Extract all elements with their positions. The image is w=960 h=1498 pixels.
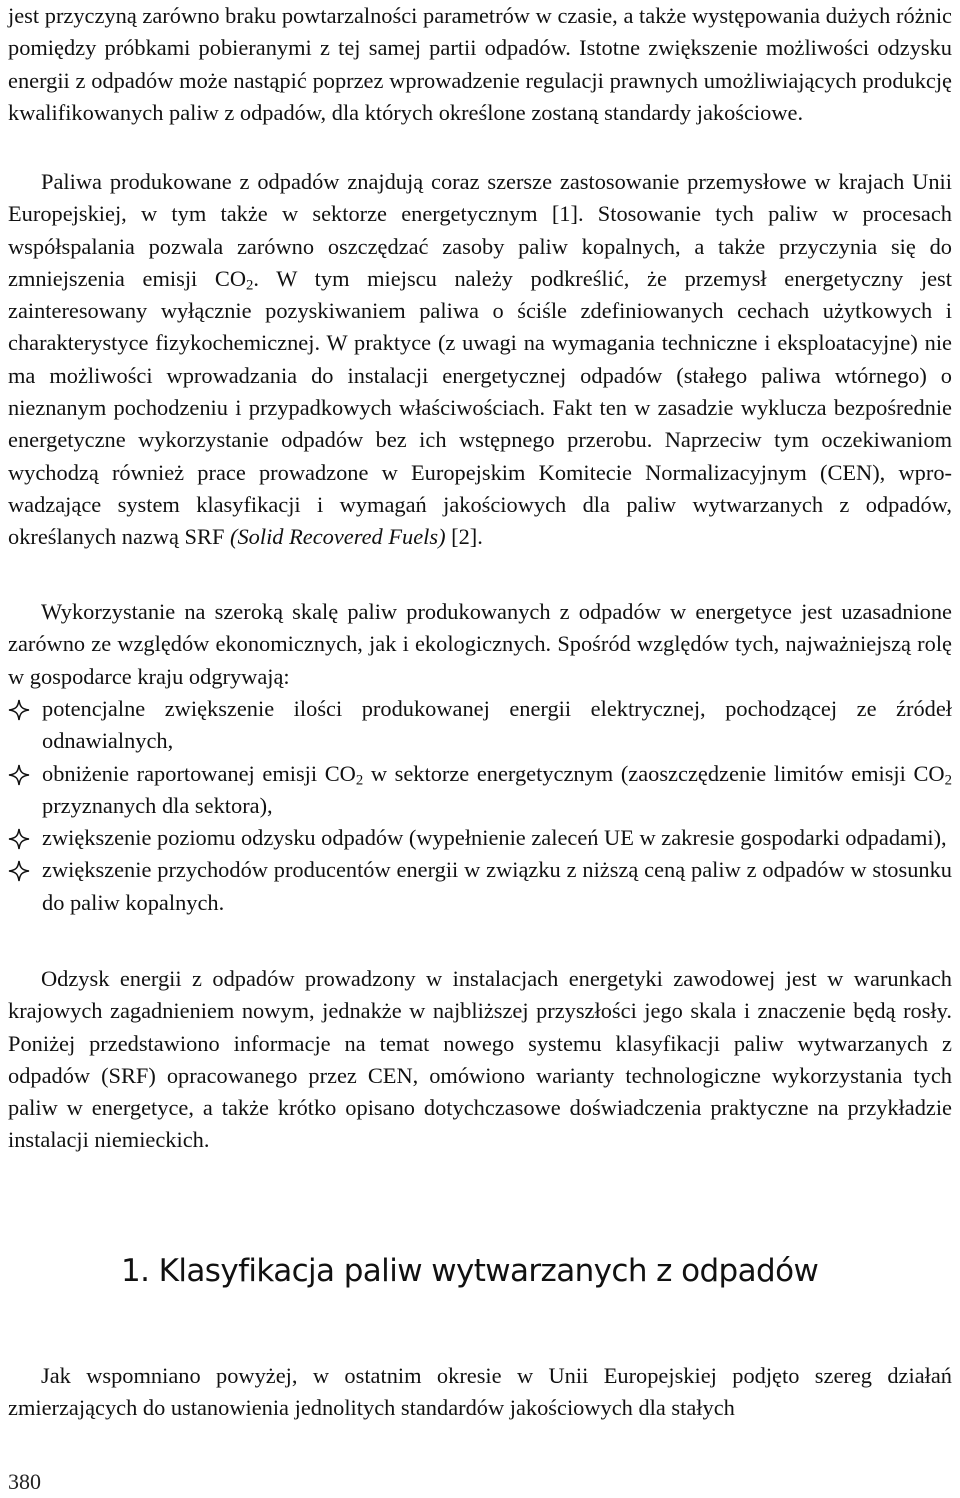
paragraph-4: Odzysk energii z odpadów prowadzony w instalacjach energetyki zawodowej jest w warunkach krajowych zagadnieniem nowym, jednakże w najbliższej przyszłości jego skala i znaczenie będą rosły. Poniżej przedstawiono informacje na temat nowego systemu klasyfikacji paliw wytwarzanych z odpadów (SRF) opracowanego przez CEN, omówiono warianty technologiczne wykorzystania tych paliw w energetyce, a także krótko opisano dotychczasowe doświadczenia praktyczne na przykładzie instalacji niemieckich. bbox=[8, 966, 952, 1153]
co2-subscript: 2 bbox=[246, 277, 254, 294]
bullet-item-2-text-a: obniżenie raportowanej emisji CO bbox=[42, 760, 356, 786]
co2-subscript: 2 bbox=[944, 772, 952, 789]
bullet-item-4-text: zwiększenie przychodów producentów energii w związku z niższą ceną paliw z odpadów w stosunku do paliw kopalnych. bbox=[42, 857, 952, 915]
paragraph-2-text-b: . W tym miejscu należy podkreślić, że przemysł energetyczny jest zainteresowany wyłącznie pozyskiwaniem paliwa o ściśle zdefiniowanych cechach użytkowych i charakterystyce fizykochemicznej. W praktyce (z uwagi na wymagania techniczne i eksploatacyjne) nie ma możliwości wprowadzania do instalacji energetycznej odpadów (stałego paliwa wtórnego) o nieznanym pochodzeniu i przypadkowych właściwościach. Fakt ten w zasadzie wyklucza bezpośrednie energetyczne wykorzystanie odpadów bez ich wstępnego przerobu. Naprzeciw tym oczekiwaniom wychodzą również prace prowadzone w Europejskim Komitecie Normalizacyjnym (CEN), wprowadzające system klasyfikacji i wymagań jakościowych dla paliw wytwarzanych z odpadów, określanych nazwą SRF bbox=[8, 265, 952, 550]
bullet-item-1 bbox=[8, 693, 952, 758]
bullet-item-2-text-b: w sektorze energetycznym (zaoszczędzenie limitów emisji CO bbox=[363, 760, 945, 786]
section-paragraph-1: Jak wspomniano powyżej, w ostatnim okresie w Unii Europejskiej podjęto szereg działań zmierzających do ustanowienia jednolitych standardów jakościowych dla stałych bbox=[8, 1363, 952, 1421]
bullet-item-4 bbox=[8, 854, 952, 919]
paragraph-2 bbox=[8, 166, 952, 554]
four-point-star-icon bbox=[8, 828, 30, 850]
srf-full-name: (Solid Recovered Fuels) bbox=[230, 524, 446, 550]
bullet-item-2 bbox=[8, 758, 952, 823]
bullet-list bbox=[8, 693, 952, 919]
paragraph-2-text-a: Paliwa produkowane z odpadów znajdują coraz szersze zastosowanie przemysłowe w krajach Unii Europejskiej, w tym także w sektorze energetycznym [1]. Stosowanie tych paliw w procesach współspalania pozwala zarówno oszczędzać zasoby paliw kopalnych, a także przyczynia się do zmniejszenia emisji CO bbox=[8, 169, 952, 291]
bullet-item-3 bbox=[8, 822, 952, 854]
section-heading: 1. Klasyfikacja paliw wytwarzanych z odpadów bbox=[121, 1253, 819, 1289]
bullet-item-3-text: zwiększenie poziomu odzysku odpadów (wypełnienie zaleceń UE w zakresie gospodarki odpadami), bbox=[42, 825, 947, 851]
bullet-item-2-text-c: przyznanych dla sektora), bbox=[42, 792, 273, 818]
paragraph-1: jest przyczyną zarówno braku powtarzalności parametrów w czasie, a także występowania dużych różnic pomiędzy próbkami pobieranymi z tej samej partii odpadów. Istotne zwiększenie możliwości odzysku energii z odpadów może nastąpić poprzez wprowadzenie regulacji prawnych umożliwiających produkcję kwalifikowanych paliw z odpadów, dla których określone zostaną standardy jakościowe. bbox=[8, 3, 952, 125]
paragraph-2-text-c: [2]. bbox=[445, 524, 483, 550]
four-point-star-icon bbox=[8, 860, 30, 882]
bullet-item-1-text: potencjalne zwiększenie ilości produkowanej energii elektrycznej, pochodzącej ze źródeł odnawialnych, bbox=[42, 696, 952, 754]
four-point-star-icon bbox=[8, 699, 30, 721]
four-point-star-icon bbox=[8, 764, 30, 786]
paragraph-3: Wykorzystanie na szeroką skalę paliw produkowanych z odpadów w energetyce jest uzasadnione zarówno ze względów ekonomicznych, jak i ekologicznych. Spośród względów tych, najważniejszą rolę w gospodarce kraju odgrywają: bbox=[8, 599, 952, 689]
page-number: 380 bbox=[8, 1469, 41, 1494]
co2-subscript: 2 bbox=[355, 772, 364, 789]
